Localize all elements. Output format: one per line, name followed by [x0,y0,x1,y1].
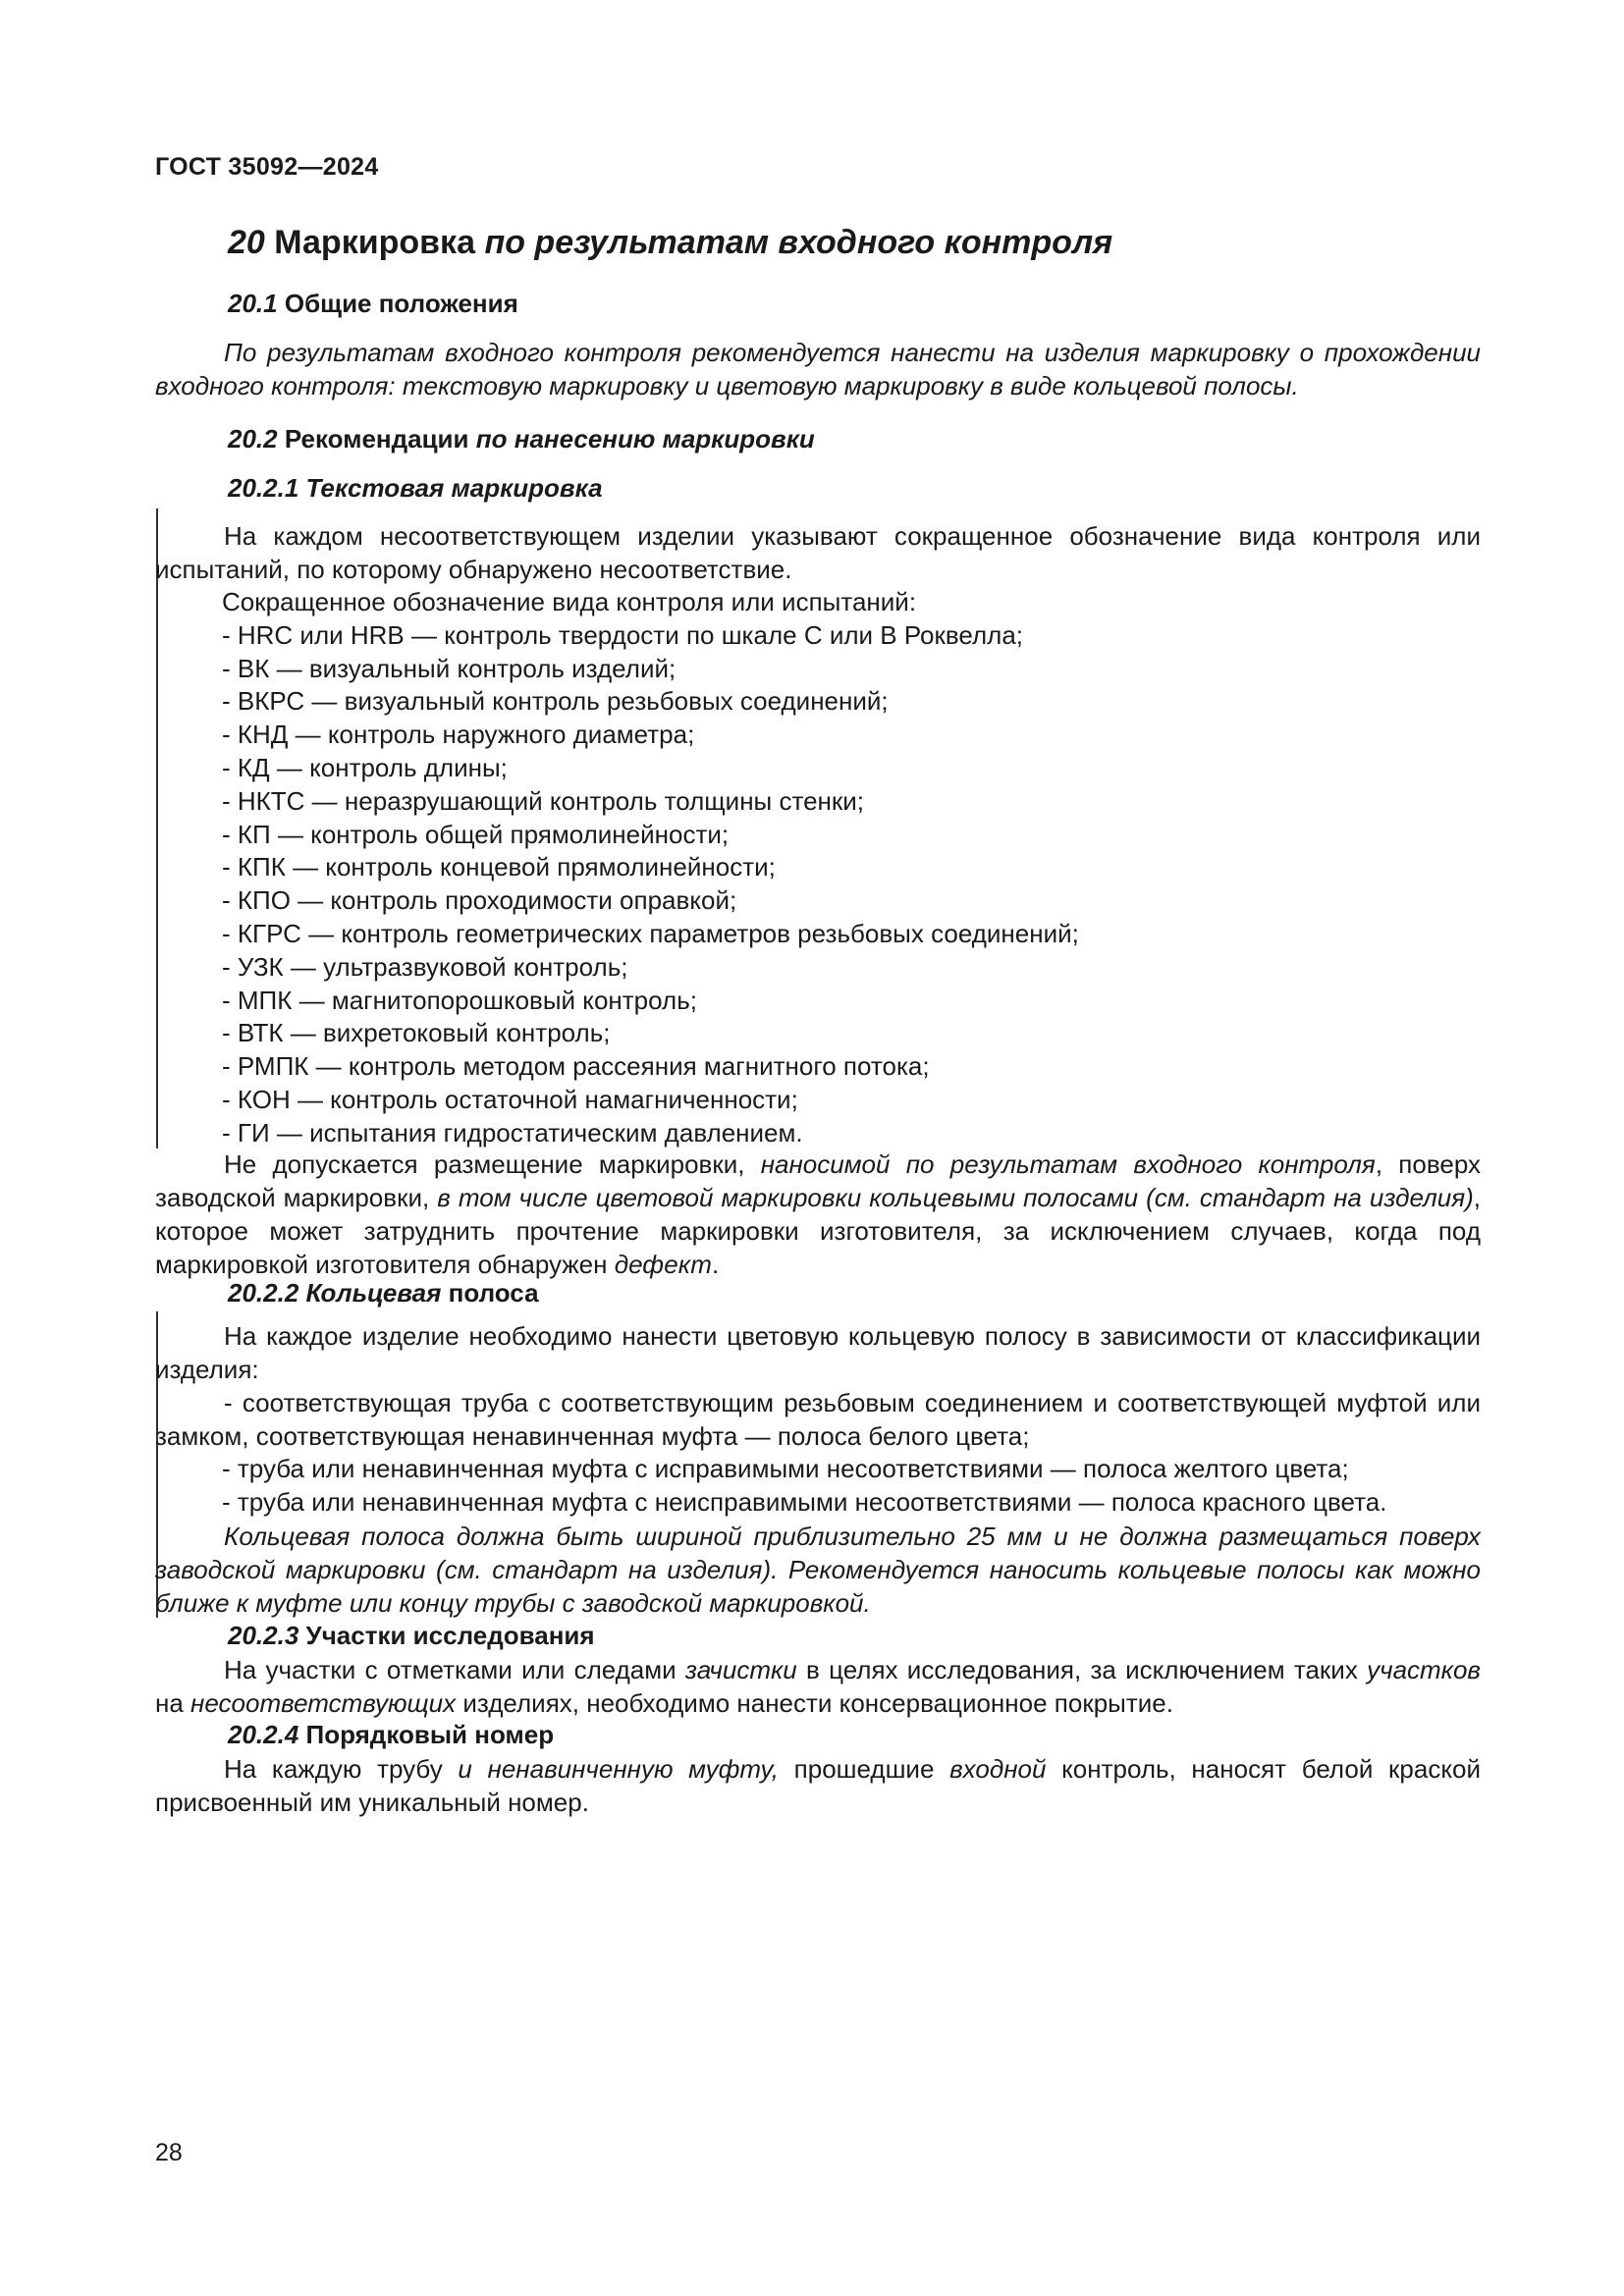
section-title-plain: Маркировка [274,224,485,261]
ring-stripe-note: Кольцевая полоса должна быть шириной приблизительно 25 мм и не должна размещаться поверх заводской маркировки (см. стандарт на изделия). Рекомендуется наносить кольцевые полосы как можно ближе к муфте или концу трубы с заводской маркировкой. [155,1522,1481,1618]
ring-stripe-items [222,1453,1386,1520]
ring-stripe-item-white: - соответствующая труба с соответствующим резьбовым соединением и соответствующей муфтой или замком, соответствующая ненавинченная муфта — полоса белого цвета; [155,1388,1481,1451]
subsection-20-2-3-heading [228,1621,595,1651]
list-item: - МПК — магнитопорошковый контроль; [222,985,697,1015]
subsection-20-1-number: 20.1 [228,289,278,318]
subsection-20-2-2-title-plain: полоса [441,1278,539,1308]
subsection-20-2-2-paragraph: На каждое изделие необходимо нанести цветовую кольцевую полосу в зависимости от классификации изделия: [155,1321,1481,1384]
section-title-italic: по результатам входного контроля [484,224,1113,261]
section-title [228,224,1112,262]
subsection-20-2-number: 20.2 [228,424,278,454]
list-item: - КНД — контроль наружного диаметра; [222,720,695,750]
list-item: - РМПК — контроль методом рассеяния магнитного потока; [222,1051,930,1082]
subsection-20-2-4-paragraph: На каждую трубу и ненавинченную муфту, прошедшие входной контроль, наносят белой краской присвоенный им уникальный номер. [155,1754,1481,1817]
subsection-20-2-3-paragraph: На участки с отметками или следами зачистки в целях исследования, за исключением таких участков на несоответствующих изделиях, необходимо нанести консервационное покрытие. [155,1655,1481,1718]
subsection-20-2-3-number: 20.2.3 [228,1621,299,1650]
change-bar [156,508,158,1148]
subsection-20-2-4-title: Порядковый номер [305,1720,555,1749]
subsection-20-2-heading [228,424,815,454]
subsection-20-2-3-title: Участки исследования [305,1621,595,1650]
subsection-20-2-title-plain: Рекомендации [284,424,476,454]
ring-stripe-item-red: - труба или ненавинченная муфта с неисправимыми несоответствиями — полоса красного цвета. [222,1486,1387,1517]
list-item: - ВКРС — визуальный контроль резьбовых соединений; [222,686,889,717]
list-item: - ВТК — вихретоковый контроль; [222,1018,611,1048]
list-item: - КОН — контроль остаточной намагниченности; [222,1084,798,1114]
list-item: - КГРС — контроль геометрических параметров резьбовых соединений; [222,918,1079,948]
list-item: - УЗК — ультразвуковой контроль; [222,951,628,982]
placement-restriction-paragraph: Не допускается размещение маркировки, наносимой по результатам входного контроля, поверх заводской маркировки, в том числе цветовой маркировки кольцевыми полосами (см. стандарт на изделия), которое может затруднить прочтение маркировки изготовителя, за исключением случаев, когда под маркировкой изготовителя обнаружен дефект. [155,1149,1481,1279]
subsection-20-2-2-heading [228,1278,539,1308]
subsection-20-2-2-title-italic: Кольцевая [305,1278,442,1308]
subsection-20-2-1-heading: 20.2.1 Текстовая маркировка [228,473,603,503]
subsection-20-2-1-paragraph: На каждом несоответствующем изделии указывают сокращенное обозначение вида контроля или испытаний, по которому обнаружено несоответствие. [155,521,1481,584]
list-item: - ГИ — испытания гидростатическим давлением. [222,1117,803,1148]
subsection-20-1-heading [228,289,518,319]
page-number: 28 [155,2139,183,2166]
subsection-20-2-title-italic: по нанесению маркировки [475,424,815,454]
list-item: - КП — контроль общей прямолинейности; [222,819,730,849]
subsection-20-2-2-number: 20.2.2 [228,1278,299,1308]
list-item: - КПК — контроль концевой прямолинейности; [222,852,776,882]
list-item: - НКТС — неразрушающий контроль толщины стенки; [222,785,865,816]
subsection-20-2-4-heading [228,1720,554,1750]
section-number: 20 [228,224,265,261]
ring-stripe-item-yellow: - труба или ненавинченная муфта с исправимыми несоответствиями — полоса желтого цвета; [222,1454,1349,1483]
abbreviation-list [222,586,1079,1150]
list-item: - КД — контроль длины; [222,752,508,782]
subsection-20-1-text: По результатам входного контроля рекомендуется нанести на изделия маркировку о прохождении входного контроля: текстовую маркировку и цветовую маркировку в виде кольцевой полосы. [155,338,1481,400]
document-id: ГОСТ 35092—2024 [155,153,379,181]
list-intro: Сокращенное обозначение вида контроля или испытаний: [222,587,917,616]
list-item: - КПО — контроль проходимости оправкой; [222,885,737,916]
subsection-20-2-4-number: 20.2.4 [228,1720,299,1749]
list-item: - ВК — визуальный контроль изделий; [222,653,677,683]
list-item: - HRC или HRB — контроль твердости по шкале C или B Роквелла; [222,619,1024,650]
subsection-20-1-title: Общие положения [284,289,518,318]
